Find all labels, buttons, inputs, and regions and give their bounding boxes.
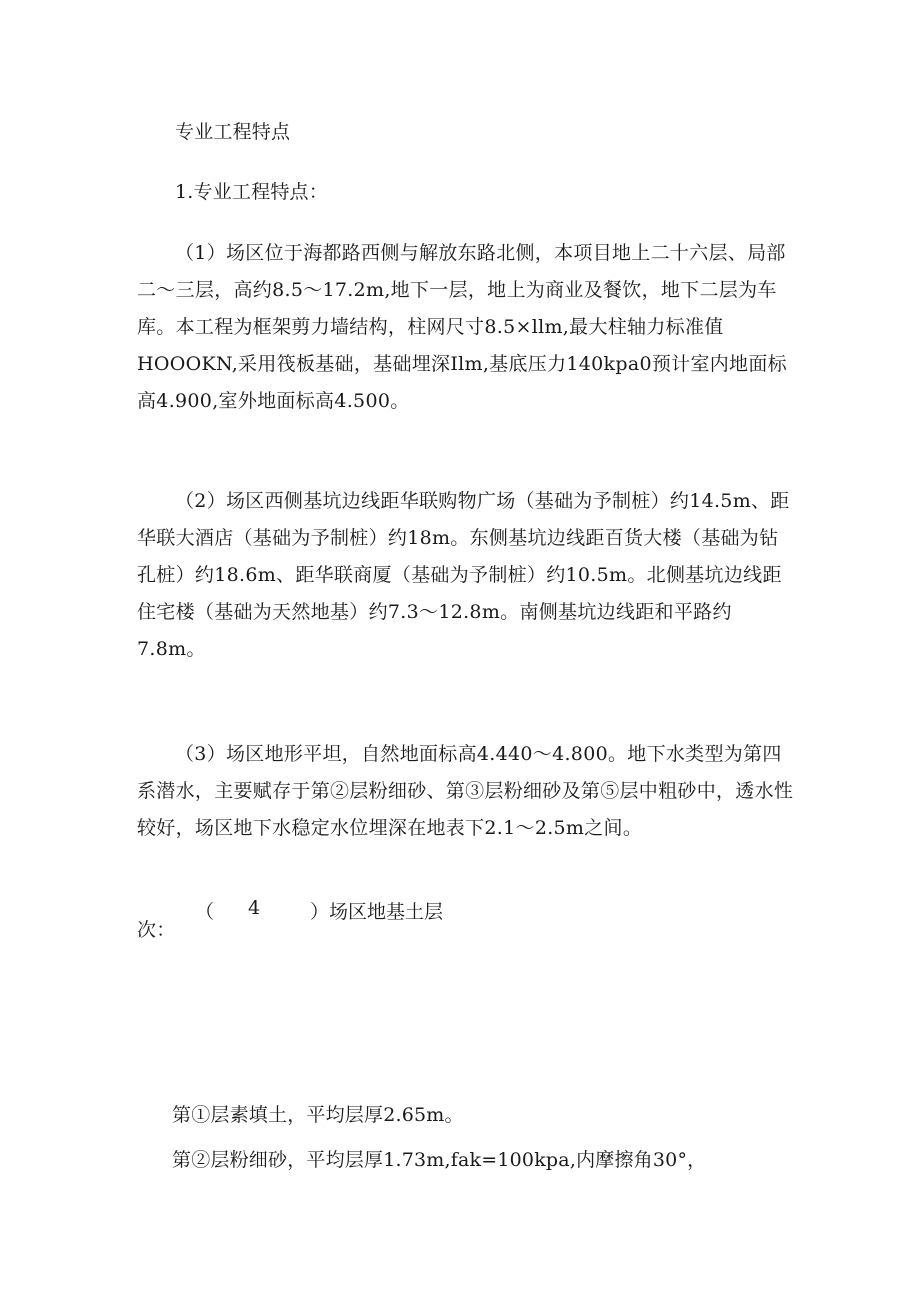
section-heading: 专业工程特点 (175, 121, 291, 143)
paragraph-4-continuation: 次： (137, 919, 176, 941)
paragraph-3: （3）场区地形平坦，自然地面标高4.440～4.800。地下水类型为第四系潜水，主要赋存于第②层粉细砂、第③层粉细砂及第⑤层中粗砂中，透水性较好，场区地下水稳定水位埋深在地表下2.1～2.5m之间。 (137, 743, 794, 839)
subsection-heading: 1.专业工程特点： (175, 181, 328, 203)
paragraph-4-heading (137, 897, 797, 927)
paragraph-4-open-paren: （ (195, 901, 215, 923)
paragraph-2: （2）场区西侧基坑边线距华联购物广场（基础为予制桩）约14.5m、距华联大酒店（基础为予制桩）约18m。东侧基坑边线距百货大楼（基础为钻孔桩）约18.6m、距华联商厦（基础为予制桩）约10.5m。北侧基坑边线距住宅楼（基础为天然地基）约7.3～12.8m。南侧基坑边线距和平路约7.8m。 (137, 490, 790, 660)
paragraph-1: （1）场区位于海都路西侧与解放东路北侧，本项目地上二十六层、局部二～三层，高约8.5～17.2m,地下一层，地上为商业及餐饮，地下二层为车库。本工程为框架剪力墙结构，柱网尺寸8.5×llm,最大柱轴力标准值HOOOKN,采用筏板基础，基础埋深Ilm,基底压力140kpa0预计室内地面标高4.900,室外地面标高4.500。 (137, 242, 787, 412)
paragraph-4-number: 4 (248, 897, 261, 919)
soil-layer-1: 第①层素填土，平均层厚2.65m。 (172, 1104, 464, 1126)
paragraph-4-text: ）场区地基土层 (310, 901, 444, 923)
soil-layer-2: 第②层粉细砂，平均层厚1.73m,fak=100kpa,内摩擦角30°， (172, 1149, 707, 1171)
